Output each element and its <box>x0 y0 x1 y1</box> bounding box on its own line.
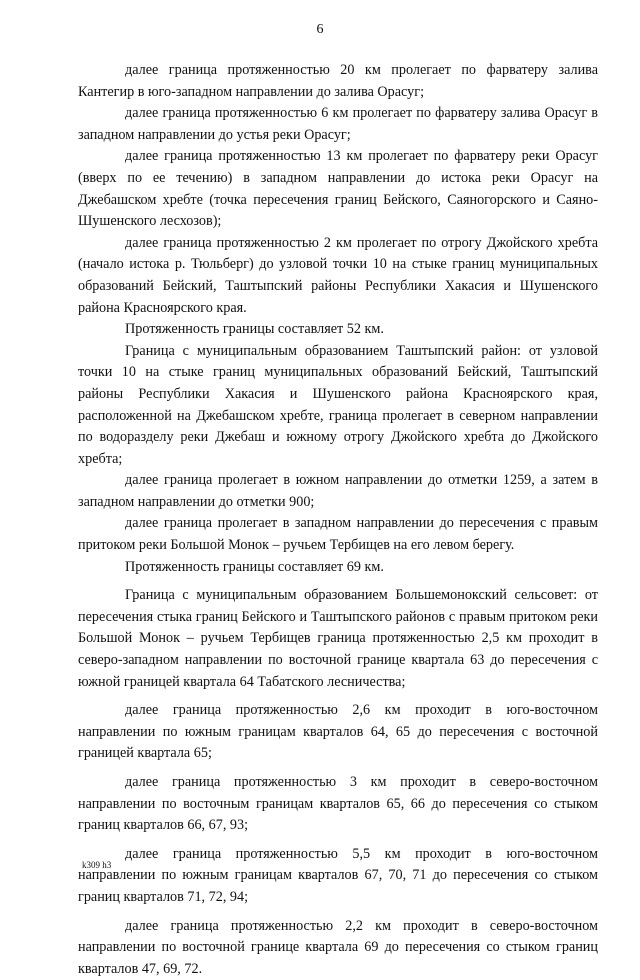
paragraph: далее граница протяженностью 3 км проходит в северо-восточном направлении по восточным границам кварталов 65, 66 до пересечения со стыком границ кварталов 66, 67, 93; <box>78 774 598 834</box>
paragraph: далее граница пролегает в западном направлении до пересечения с правым притоком реки Большой Монок – ручьем Тербищев на его левом берегу. <box>78 515 598 554</box>
paragraph: далее граница протяженностью 2,2 км проходит в северо-восточном направлении по восточной границе квартала 69 до пересечения со стыком границ кварталов 47, 69, 72. <box>78 917 598 977</box>
paragraph: далее граница протяженностью 2,6 км проходит в юго-восточном направлении по южным границам кварталов 64, 65 до пересечения с восточной границей квартала 65; <box>78 702 598 762</box>
document-body <box>78 60 598 980</box>
paragraph: далее граница протяженностью 5,5 км проходит в юго-восточном направлении по южным границам кварталов 67, 70, 71 до пересечения со стыком границ кварталов 71, 72, 94; <box>78 845 598 905</box>
page-number: 6 <box>316 22 324 37</box>
paragraph: Протяженность границы составляет 69 км. <box>125 558 384 575</box>
paragraph: далее граница протяженностью 2 км пролегает по отрогу Джойского хребта (начало истока р. Тюльберг) до узловой точки 10 на стыке границ муниципальных образований Бейский, Таштыпский районы Республики Хакасия и Шушенского района Красноярского края. <box>78 234 598 316</box>
paragraph: Граница с муниципальным образованием Большемонокский сельсовет: от пересечения стыка границ Бейского и Таштыпского районов с правым притоком реки Большой Монок – ручьем Тербищев граница протяженностью 2,5 км проходит в северо-западном направлении по восточной границе квартала 63 до пересечения с южной границей квартала 64 Табатского лесничества; <box>78 587 598 690</box>
paragraph: Протяженность границы составляет 52 км. <box>125 321 384 338</box>
paragraph: далее граница протяженностью 6 км пролегает по фарватеру залива Орасуг в западном направлении до устья реки Орасуг; <box>78 105 598 143</box>
paragraph: далее граница протяженностью 20 км пролегает по фарватеру залива Кантегир в юго-западном направлении до залива Орасуг; <box>78 62 598 100</box>
paragraph: Граница с муниципальным образованием Таштыпский район: от узловой точки 10 на стыке границ муниципальных образований Бейский, Таштыпский районы Республики Хакасия и Шушенского района Красноярского края, расположенной на Джебашском хребте, граница пролегает в северном направлении по водоразделу реки Джебаш и южному отрогу Джойского хребта до Джойского хребта; <box>78 342 598 467</box>
paragraph: далее граница протяженностью 13 км пролегает по фарватеру реки Орасуг (вверх по ее течению) в западном направлении до истока реки Орасуг на Джебашском хребте (точка пересечения границ Бейского, Саяногорского и Саяно-Шушенского лесхозов); <box>78 148 598 230</box>
footer-code: k309 h3 <box>82 860 112 870</box>
paragraph: далее граница пролегает в южном направлении до отметки 1259, а затем в западном направлении до отметки 900; <box>78 472 598 510</box>
